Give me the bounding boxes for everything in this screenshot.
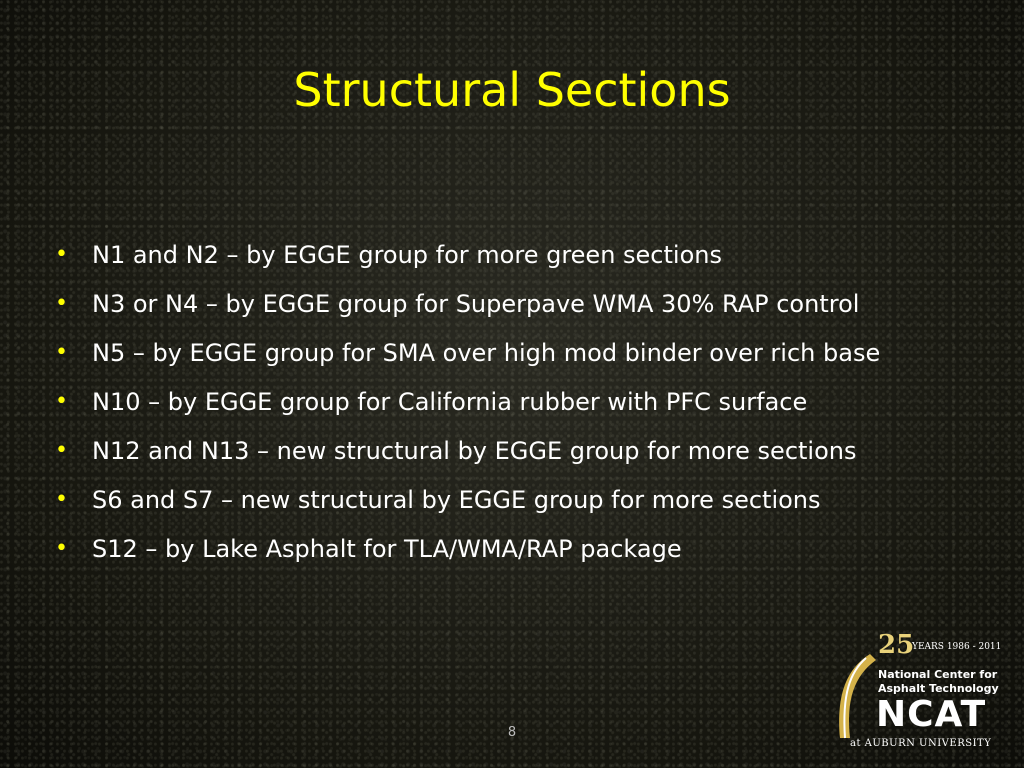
page-number: 8 (507, 725, 517, 740)
bullet-icon: • (55, 340, 68, 365)
bullet-icon: • (55, 487, 68, 512)
bullet-icon: • (55, 242, 68, 267)
bullet-icon: • (55, 536, 68, 561)
bullet-item (55, 285, 1015, 334)
bullet-icon: • (55, 291, 68, 316)
logo-anniversary-number: 25 (878, 630, 915, 660)
slide-title: Structural Sections (293, 63, 731, 117)
ncat-logo (830, 630, 1020, 760)
logo-org-line1: National Center for (878, 668, 998, 681)
bullet-icon: • (55, 438, 68, 463)
bullet-text: S12 – by Lake Asphalt for TLA/WMA/RAP package (92, 535, 682, 563)
bullet-text: N12 and N13 – new structural by EGGE group for more sections (92, 437, 857, 465)
bullet-text: N5 – by EGGE group for SMA over high mod binder over rich base (92, 339, 881, 367)
logo-university: at AUBURN UNIVERSITY (850, 738, 992, 749)
bullet-item (55, 383, 1015, 432)
bullet-text: S6 and S7 – new structural by EGGE group for more sections (92, 486, 821, 514)
bullet-list (55, 236, 1015, 579)
bullet-item (55, 236, 1015, 285)
bullet-item (55, 334, 1015, 383)
logo-years: YEARS 1986 - 2011 (912, 642, 1002, 652)
bullet-item (55, 530, 1015, 579)
logo-org-line2: Asphalt Technology (878, 682, 999, 695)
bullet-item (55, 432, 1015, 481)
bullet-item (55, 481, 1015, 530)
logo-acronym: NCAT (876, 694, 987, 735)
bullet-icon: • (55, 389, 68, 414)
bullet-text: N3 or N4 – by EGGE group for Superpave WMA 30% RAP control (92, 290, 860, 318)
bullet-text: N10 – by EGGE group for California rubber with PFC surface (92, 388, 808, 416)
bullet-text: N1 and N2 – by EGGE group for more green sections (92, 241, 722, 269)
